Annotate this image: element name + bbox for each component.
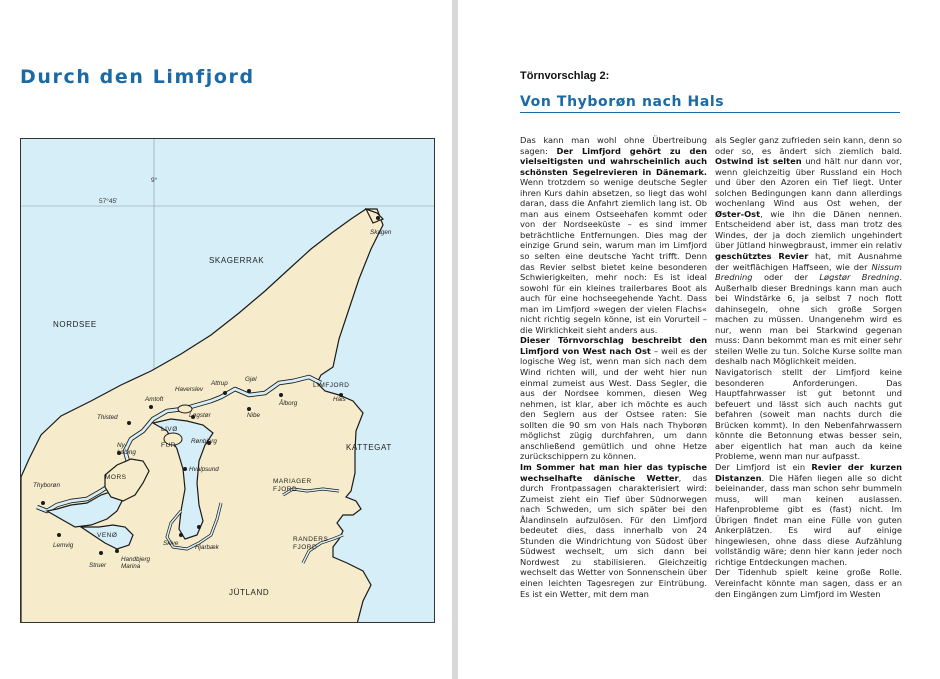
bold-run: Der Limfjord gehört zu den vielseitigsten und wahrscheinlich auch schönsten Segelrevieren in Dänemark.: [520, 145, 707, 177]
kattegat-label: KATTEGAT: [346, 443, 392, 452]
bold-run: Dieser Törnvorschlag beschreibt den Limfjord von West nach Ost: [520, 335, 707, 356]
nordsee-label: NORDSEE: [53, 320, 97, 329]
skagerrak-label: SKAGERRAK: [209, 256, 265, 265]
route-title: Von Thyborøn nach Hals: [520, 94, 900, 113]
limfjord-label: LIMFJORD: [313, 382, 350, 389]
bold-run: Øster-Ost: [715, 208, 761, 219]
chapter-title: Durch den Limfjord: [20, 66, 255, 88]
thisted-marker: [127, 421, 131, 425]
text-run: und hält nur dann vor, wenn gleichzeitig über Russland ein Hoch und über den Azoren ein Tief liegt. Unter solchen Bedingungen kann dann allerdings wochenlang Wind aus Ost wehen, der: [715, 156, 902, 209]
logstor-label: Løgstør: [189, 412, 211, 419]
livo-label: LIVØ: [161, 426, 178, 433]
bold-run: Im Sommer hat man hier das typische wechselhafte dänische Wetter: [520, 461, 707, 483]
hvalpsund-marker: [183, 467, 187, 471]
text-run: als Segler ganz zufrieden sein kann, denn so oder so, es ändert sich ziemlich bald.: [715, 135, 902, 156]
thisted-label: Thisted: [97, 414, 118, 421]
latitude-label: 57°45': [99, 198, 118, 205]
paragraph-route: [520, 335, 707, 462]
skive-label: Skive: [163, 540, 179, 547]
map-svg: [21, 139, 435, 623]
fur-label: FUR: [161, 442, 176, 449]
lemvig-label: Lemvig: [53, 542, 74, 549]
handbjerg-line-1: Handbjerg: [121, 556, 151, 563]
nibe-marker: [247, 407, 251, 411]
bold-run: geschütztes Revier: [715, 251, 809, 262]
handbjerg-line-2: Marina: [121, 563, 141, 570]
veno-label: VENØ: [97, 532, 118, 539]
jutland-label: JÜTLAND: [229, 588, 270, 597]
skagen-label: Skagen: [370, 229, 392, 236]
suggestion-label: Törnvorschlag 2:: [520, 70, 610, 82]
text-run: Das kann man wohl ohne Übertreibung sagen:: [520, 135, 707, 156]
text-run: oder der: [752, 272, 820, 283]
bold-run: Revier der kurzen Distanzen: [715, 461, 902, 483]
attrup-label: Attrup: [211, 380, 228, 387]
text-column-right: [715, 135, 902, 635]
handbjerg-marker: [115, 549, 119, 553]
skive-marker: [179, 533, 183, 537]
thyboron-label: Thyborøn: [33, 482, 60, 489]
attrup-marker: [223, 391, 227, 395]
haverslev-label: Haverslev: [175, 386, 203, 393]
text-column-left: [520, 135, 707, 635]
text-run: Der Limfjord ist ein: [715, 461, 812, 472]
text-run: Navigatorisch stellt der Limfjord keine besonderen Anforderungen. Das Hauptfahrwasser ist gut betonnt und befeuert und lässt sich auch nachts gut befahren (soweit man nachts durch die Brücken kommt). In den Nebenfahrwassern könnte die Betonnung etwas besser sein, aber eigentlich hat man auch da keine Probleme, wenn man nur aufpasst.: [715, 367, 902, 462]
aalborg-label: Ålborg: [279, 400, 298, 407]
hals-label: Hals: [333, 396, 346, 403]
mariager-line-1: MARIAGER: [273, 478, 312, 485]
amtoft-label: Amtoft: [145, 396, 164, 403]
text-run: Wenn trotzdem so wenige deutsche Segler ihren Kurs dahin absetzen, so liegt das wohl daran, dass die Anfahrt ziemlich lang ist. Ob man aus einem Ostseehafen kommt oder von der Nordseeküste – es sind immer beträchtliche Entfernungen. Dies mag der einzige Grund sein, warum man im Limfjord so selten eine deutsche Yacht trifft. Denn das Revier selbst bietet keine besonderen Schwierigkeiten, mehr noch: Es ist ideal sowohl für ein kleines trailerbares Boot als auch für eine hochseegehende Yacht. Dass man im Limfjord »wegen der vielen Flachs« nicht richtig segeln könne, ist ein Vorurteil – die Wirklichkeit sieht anders aus.: [520, 177, 707, 335]
randers-line-2: FJORD: [293, 544, 318, 551]
text-run: , das durch Frontpassagen charakterisiert wird: Zumeist zieht ein Tief über Südnorwegen nach Schweden, um sich später bei den Ålandinseln aufzulösen. Für den Limfjord bedeutet dies, dass innerhalb von 24 Stunden die Windrichtung von Südost über Südwest wechselt, um sich dann bei Nordwest zu stabilisieren. Gleichzeitig wechselt das Wetter von Sonnenschein über einen leichten Tagesregen zur Eintrübung. Es ist ein Wetter, mit dem man: [520, 472, 707, 599]
text-run: . Die Häfen liegen alle so dicht beieinander, dass man schon sehr bummeln muss, will man keinen auslassen. Hafenprobleme gibt es (fast) nicht. Im Übrigen findet man eine Fülle von guten Ankerplätzen. Es wird auf einige hingewiesen, ohne dass diese Aufzählung vollständig wäre; denn hier kann jeder noch richtige Entdeckungen machen.: [715, 472, 902, 567]
italic-run: Løgstør Bredning: [819, 272, 900, 283]
randers-line-1: RANDERS: [293, 536, 329, 543]
left-page: [0, 0, 452, 679]
nibe-label: Nibe: [247, 412, 260, 419]
mors-label: MORS: [105, 474, 127, 481]
text-run: – weil es der logische Weg ist, wenn man sich nach dem Wind richten will, und der weht hier nun einmal zumeist aus West. Dass Segler, die aus der Nordsee kommen, diesen Weg nehmen, ist klar, aber ich möchte es auch den Seglern aus der Ostsee raten: Sie sollten die 90 sm von Hals nach Thyborøn möglichst zügig durchfahren, um dann anschließend gemütlich und ohne Hetze zurückschippern zu können.: [520, 345, 707, 462]
amtoft-marker: [149, 405, 153, 409]
right-page: [458, 0, 940, 679]
text-run: , wie ihn die Dänen nennen. Entscheidend aber ist, dass man trotz des Windes, der ja doch ziemlich ungehindert über Jütland hinwegbraust, immer ein relativ: [715, 208, 902, 251]
hvalpsund-label: Hvalpsund: [189, 466, 219, 473]
thyboron-marker: [41, 501, 45, 505]
limfjord-map: [20, 138, 435, 623]
paragraph-wind: [715, 135, 902, 367]
paragraph-tide: [715, 567, 902, 599]
nykobing-line-1: Ny-: [117, 442, 127, 449]
text-run: . Außerhalb dieser Brednings kann man auch bei Windstärke 6, ja selbst 7 noch flott dahinsegeln, ohne sich große Sorgen machen zu müssen. Unangenehm wird es nur, wenn man bei Starkwind gegenan muss: Dann bekommt man es mit einer sehr steilen Welle zu tun. Solche Kurse sollte man deshalb nach Möglichkeit meiden.: [715, 272, 902, 367]
paragraph-weather: [520, 462, 707, 599]
skagen-marker: [376, 216, 380, 220]
paragraph-intro: [520, 135, 707, 335]
lemvig-marker: [57, 533, 61, 537]
text-run: Der Tidenhub spielt keine große Rolle. Vereinfacht könnte man sagen, dass er an den Eingängen zum Limfjord im Westen: [715, 567, 902, 599]
struer-label: Struer: [89, 562, 107, 569]
paragraph-distances: [715, 462, 902, 567]
bold-run: Ostwind ist selten: [715, 156, 802, 167]
struer-marker: [99, 551, 103, 555]
hjarbaek-label: Hjarbæk: [195, 544, 219, 551]
italic-run: Nissum Bredning: [715, 261, 902, 283]
paragraph-navigation: [715, 367, 902, 462]
gjol-label: Gjøl: [245, 376, 257, 383]
text-run: hat, mit Ausnahme der weitflächigen Haffseen, wie der: [715, 251, 902, 272]
hjarbaek-marker: [197, 525, 201, 529]
nykobing-line-2: købing: [117, 449, 136, 456]
gjol-marker: [247, 389, 251, 393]
mariager-line-2: FJORD: [273, 486, 298, 493]
aalborg-marker: [279, 393, 283, 397]
ronbjerg-label: Rønbjerg: [191, 438, 217, 445]
longitude-label: 9°: [151, 177, 158, 184]
